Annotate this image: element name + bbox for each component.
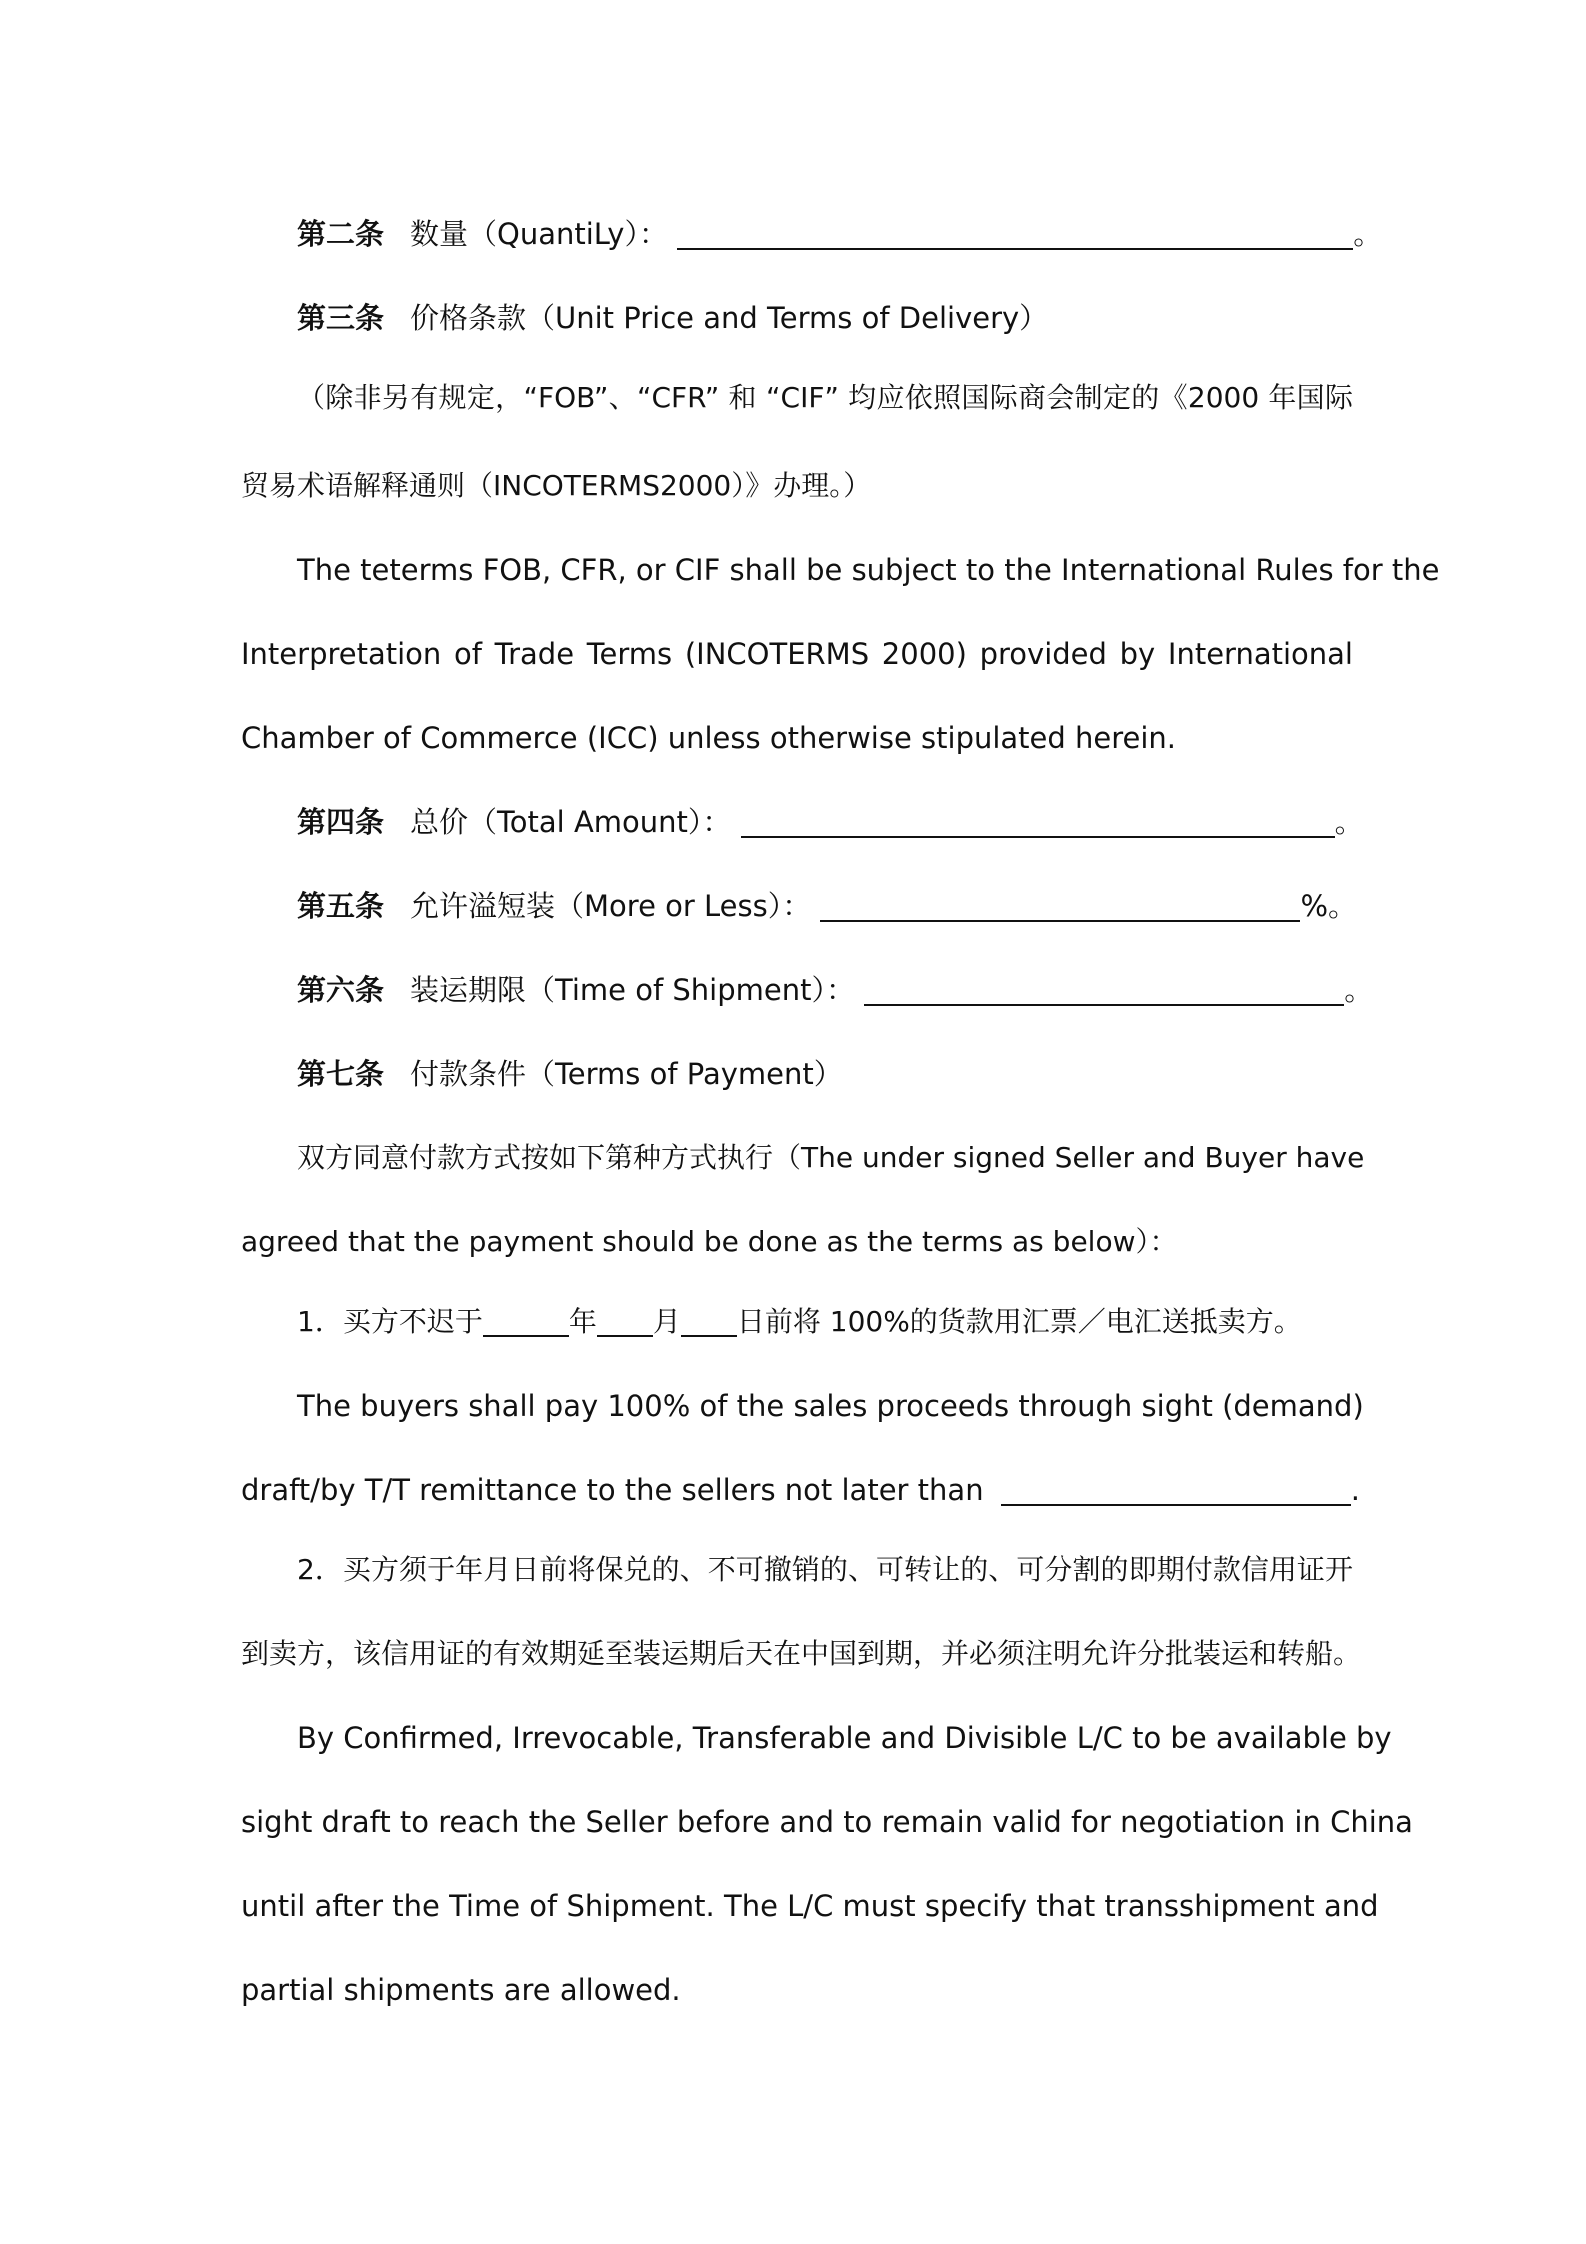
- item-1-prefix: 1．买方不迟于: [297, 1305, 483, 1338]
- clause-5-more-or-less: [241, 886, 1357, 926]
- clause-3-en-line-1: The teterms FOB, CFR, or CIF shall be subject to the International Rules for the: [297, 553, 1440, 587]
- payment-item-2-en-line-2: sight draft to reach the Seller before and to remain valid for negotiation in China: [241, 1805, 1413, 1839]
- clause-number: 第五条: [297, 889, 385, 923]
- payment-item-1-en-line-1: The buyers shall pay 100% of the sales proceeds through sight (demand): [297, 1389, 1364, 1423]
- day-blank[interactable]: [681, 1303, 737, 1337]
- clause-end-punct: %。: [1300, 889, 1357, 923]
- clause-3-en-line-3: Chamber of Commerce (ICC) unless otherwise stipulated herein.: [241, 721, 1177, 755]
- payment-item-1-cn: [241, 1302, 1353, 1342]
- shipment-time-blank[interactable]: [864, 972, 1344, 1006]
- not-later-than-blank[interactable]: [1001, 1472, 1351, 1506]
- clause-end-punct: 。: [1334, 805, 1364, 839]
- payment-item-2-cn-line-2: 到卖方，该信用证的有效期延至装运期后天在中国到期，并必须注明允许分批装运和转船。: [241, 1637, 1362, 1670]
- clause-number: 第二条: [297, 217, 385, 251]
- month-label: 月: [652, 1305, 681, 1338]
- contract-page: [241, 0, 1440, 2244]
- payment-item-2-en-line-1: By Confirmed, Irrevocable, Transferable and Divisible L/C to be available by: [297, 1721, 1392, 1755]
- clause-title: 价格条款（Unit Price and Terms of Delivery）: [410, 301, 1049, 335]
- clause-end-punct: 。: [1353, 217, 1383, 251]
- clause-7-intro-line-1: 双方同意付款方式按如下第种方式执行（The under signed Seller and Buyer have: [297, 1141, 1365, 1174]
- clause-end-punct: 。: [1344, 973, 1374, 1007]
- payment-item-2-en-line-3: until after the Time of Shipment. The L/C must specify that transshipment and: [241, 1889, 1379, 1923]
- item-1-suffix: 日前将 100%的货款用汇票／电汇送抵卖方。: [736, 1305, 1302, 1338]
- more-or-less-blank[interactable]: [820, 888, 1300, 922]
- payment-item-1-en-line-2: [241, 1470, 1361, 1510]
- clause-number: 第六条: [297, 973, 385, 1007]
- clause-title: 装运期限（Time of Shipment）：: [410, 973, 855, 1007]
- month-blank[interactable]: [597, 1303, 653, 1337]
- clause-6-time-of-shipment: [241, 970, 1374, 1010]
- clause-number: 第三条: [297, 301, 385, 335]
- clause-3-cn-line-1: （除非另有规定，“FOB”、“CFR” 和 “CIF” 均应依照国际商会制定的《2000 年国际: [297, 381, 1353, 414]
- clause-number: 第七条: [297, 1057, 385, 1091]
- clause-title: 付款条件（Terms of Payment）: [410, 1057, 843, 1091]
- clause-3-en-line-2: Interpretation of Trade Terms (INCOTERMS 2000) provided by International: [241, 637, 1353, 671]
- clause-3-price-terms: [241, 298, 1353, 338]
- clause-title: 数量（QuantiLy）：: [410, 217, 668, 251]
- quantity-blank[interactable]: [677, 216, 1353, 250]
- item-1-en-end: .: [1350, 1473, 1361, 1507]
- item-1-en-text: draft/by T/T remittance to the sellers not later than: [241, 1473, 984, 1507]
- clause-number: 第四条: [297, 805, 385, 839]
- clause-4-total-amount: [241, 802, 1364, 842]
- year-blank[interactable]: [483, 1303, 569, 1337]
- clause-title: 允许溢短装（More or Less）：: [410, 889, 812, 923]
- clause-2-quantity: [241, 214, 1383, 254]
- clause-3-cn-line-2: 贸易术语解释通则（INCOTERMS2000）》办理。）: [241, 469, 872, 502]
- total-amount-blank[interactable]: [741, 804, 1335, 838]
- clause-7-terms-of-payment: [241, 1054, 1353, 1094]
- clause-title: 总价（Total Amount）：: [410, 805, 732, 839]
- clause-7-intro-line-2: agreed that the payment should be done as the terms as below）：: [241, 1225, 1178, 1258]
- payment-item-2-en-line-4: partial shipments are allowed.: [241, 1973, 681, 2007]
- year-label: 年: [568, 1305, 597, 1338]
- payment-item-2-cn-line-1: 2．买方须于年月日前将保兑的、不可撤销的、可转让的、可分割的即期付款信用证开: [297, 1553, 1353, 1586]
